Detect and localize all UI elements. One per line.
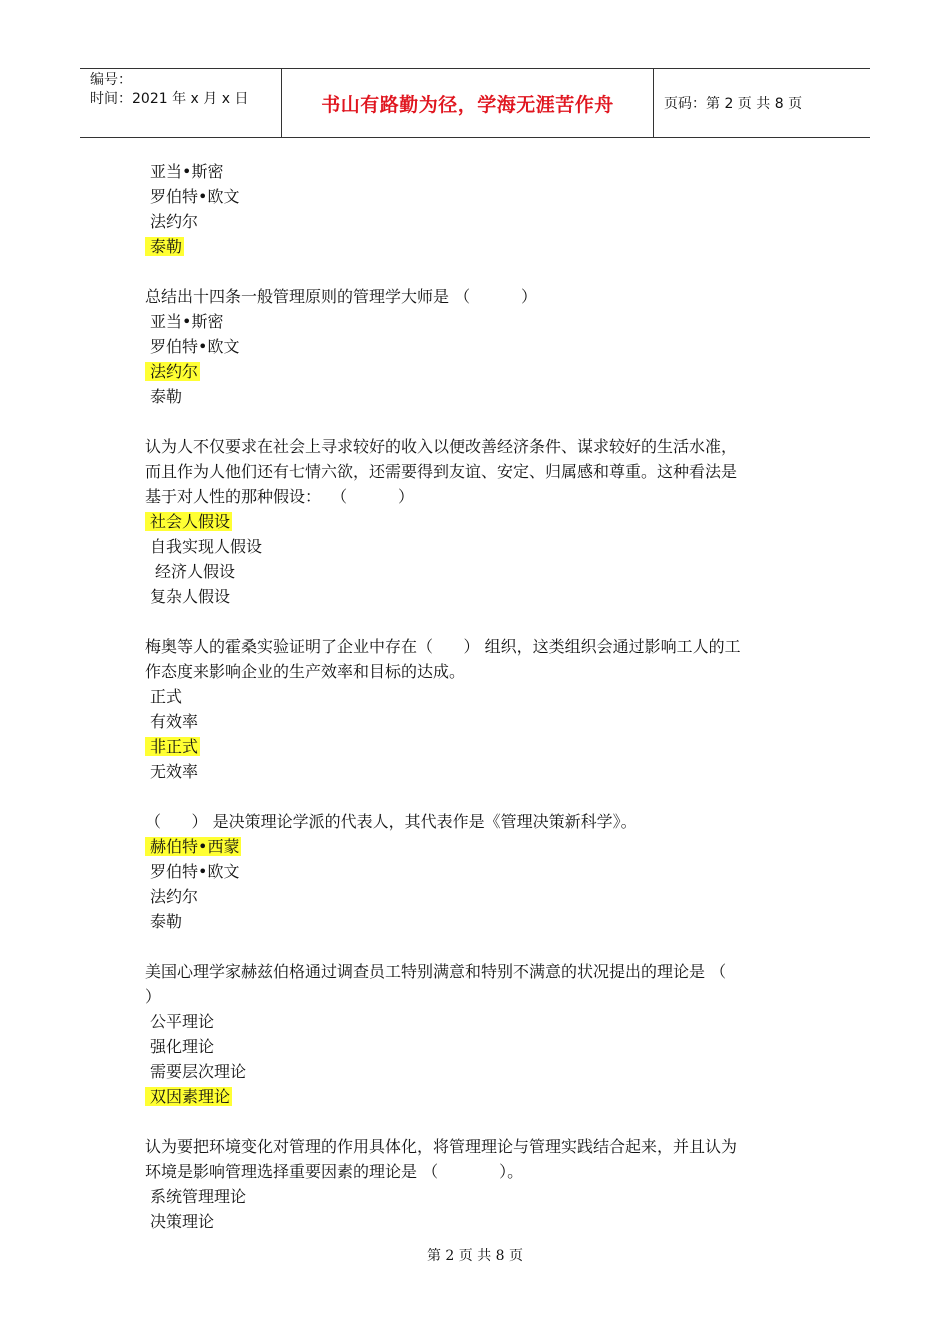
option: 无效率 <box>150 762 199 781</box>
option: 罗伯特•欧文 <box>150 862 240 881</box>
option-correct <box>145 834 805 859</box>
question-1 <box>145 284 805 409</box>
question-0 <box>145 159 805 259</box>
question-6 <box>145 1134 805 1234</box>
question-stem: 而且作为人他们还有七情六欲，还需要得到友谊、安定、归属感和尊重。这种看法是 <box>145 462 738 481</box>
option: 亚当•斯密 <box>150 312 224 331</box>
page-header <box>80 68 870 138</box>
question-stem: 总结出十四条一般管理原则的管理学大师是 （ ） <box>145 287 537 306</box>
option: 自我实现人假设 <box>150 537 263 556</box>
option: 法约尔 <box>150 887 199 906</box>
option: 泰勒 <box>150 912 183 931</box>
question-stem: （ ） 是决策理论学派的代表人，其代表作是《管理决策新科学》。 <box>145 812 637 831</box>
question-stem: 作态度来影响企业的生产效率和目标的达成。 <box>145 662 466 681</box>
option: 经济人假设 <box>155 562 236 581</box>
answer-highlight: 非正式 <box>145 737 200 756</box>
option: 罗伯特•欧文 <box>150 187 240 206</box>
document-date: 时间：2021 年 x 月 x 日 <box>90 91 249 107</box>
question-stem: 梅奥等人的霍桑实验证明了企业中存在（ ） 组织，这类组织会通过影响工人的工 <box>145 637 741 656</box>
question-stem: 环境是影响管理选择重要因素的理论是 （ ）。 <box>145 1162 524 1181</box>
question-3 <box>145 634 805 784</box>
answer-highlight: 泰勒 <box>145 237 184 256</box>
question-2 <box>145 434 805 609</box>
option-correct <box>145 234 805 259</box>
page-footer: 第 2 页 共 8 页 <box>426 1248 524 1264</box>
header-motto: 书山有路勤为径，学海无涯苦作舟 <box>281 69 654 137</box>
option: 泰勒 <box>150 387 183 406</box>
option: 公平理论 <box>150 1012 215 1031</box>
option: 系统管理理论 <box>150 1187 247 1206</box>
option-correct <box>145 359 805 384</box>
option: 法约尔 <box>150 212 199 231</box>
option: 亚当•斯密 <box>150 162 224 181</box>
answer-highlight: 法约尔 <box>145 362 200 381</box>
document-number-label: 编号： <box>90 72 132 88</box>
option: 有效率 <box>150 712 199 731</box>
question-stem: 美国心理学家赫兹伯格通过调查员工特别满意和特别不满意的状况提出的理论是 （ <box>145 962 727 981</box>
header-page-info: 页码：第 2 页 共 8 页 <box>664 96 803 112</box>
option: 正式 <box>150 687 183 706</box>
option-correct <box>145 1084 805 1109</box>
question-stem: ） <box>145 987 162 1006</box>
option-correct <box>145 734 805 759</box>
header-meta <box>80 69 281 137</box>
option: 需要层次理论 <box>150 1062 247 1081</box>
question-5 <box>145 959 805 1109</box>
answer-highlight: 社会人假设 <box>145 512 232 531</box>
question-stem: 基于对人性的那种假设： （ ） <box>145 487 415 506</box>
option: 强化理论 <box>150 1037 215 1056</box>
answer-highlight: 赫伯特•西蒙 <box>145 837 241 856</box>
question-stem: 认为人不仅要求在社会上寻求较好的收入以便改善经济条件、谋求较好的生活水准， <box>145 437 738 456</box>
question-4 <box>145 809 805 934</box>
answer-highlight: 双因素理论 <box>145 1087 232 1106</box>
option: 罗伯特•欧文 <box>150 337 240 356</box>
option: 决策理论 <box>150 1212 215 1231</box>
question-list <box>145 159 805 1259</box>
question-stem: 认为要把环境变化对管理的作用具体化，将管理理论与管理实践结合起来，并且认为 <box>145 1137 738 1156</box>
option: 复杂人假设 <box>150 587 231 606</box>
option-correct <box>145 509 805 534</box>
